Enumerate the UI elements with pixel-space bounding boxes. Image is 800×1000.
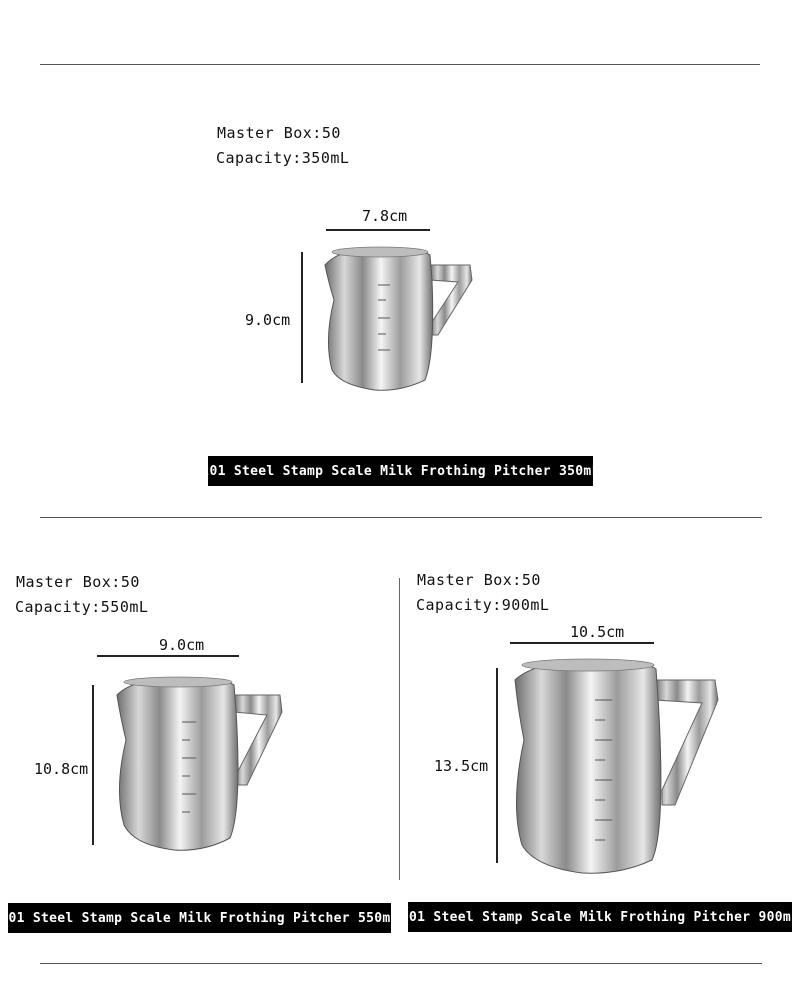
capacity-label: Capacity:550mL — [15, 598, 149, 616]
width-dimension-label: 9.0cm — [159, 636, 205, 654]
height-dimension-line — [496, 668, 498, 863]
capacity-label: Capacity:900mL — [416, 596, 550, 614]
capacity-label: Capacity:350mL — [216, 149, 350, 167]
pitcher-image — [112, 670, 287, 855]
width-dimension-label: 7.8cm — [362, 207, 408, 225]
width-dimension-line — [326, 229, 430, 231]
master-box-label: Master Box:50 — [417, 571, 541, 589]
pitcher-image — [510, 655, 725, 880]
height-dimension-label: 10.8cm — [34, 760, 89, 778]
pitcher-image — [320, 240, 480, 395]
product-title-banner: 201 Steel Stamp Scale Milk Frothing Pitcher 550mL — [8, 903, 391, 933]
product-title-banner: 201 Steel Stamp Scale Milk Frothing Pitcher 350mL — [208, 456, 593, 486]
master-box-label: Master Box:50 — [217, 124, 341, 142]
product-title-banner: 201 Steel Stamp Scale Milk Frothing Pitcher 900mL — [408, 902, 792, 932]
column-divider — [399, 578, 400, 880]
middle-divider — [40, 517, 762, 518]
width-dimension-line — [510, 642, 654, 644]
width-dimension-line — [97, 655, 239, 657]
height-dimension-label: 9.0cm — [245, 311, 291, 329]
height-dimension-line — [301, 252, 303, 383]
master-box-label: Master Box:50 — [16, 573, 140, 591]
bottom-divider — [40, 963, 762, 964]
top-divider — [40, 64, 760, 65]
height-dimension-line — [92, 685, 94, 845]
height-dimension-label: 13.5cm — [434, 757, 489, 775]
width-dimension-label: 10.5cm — [570, 623, 625, 641]
